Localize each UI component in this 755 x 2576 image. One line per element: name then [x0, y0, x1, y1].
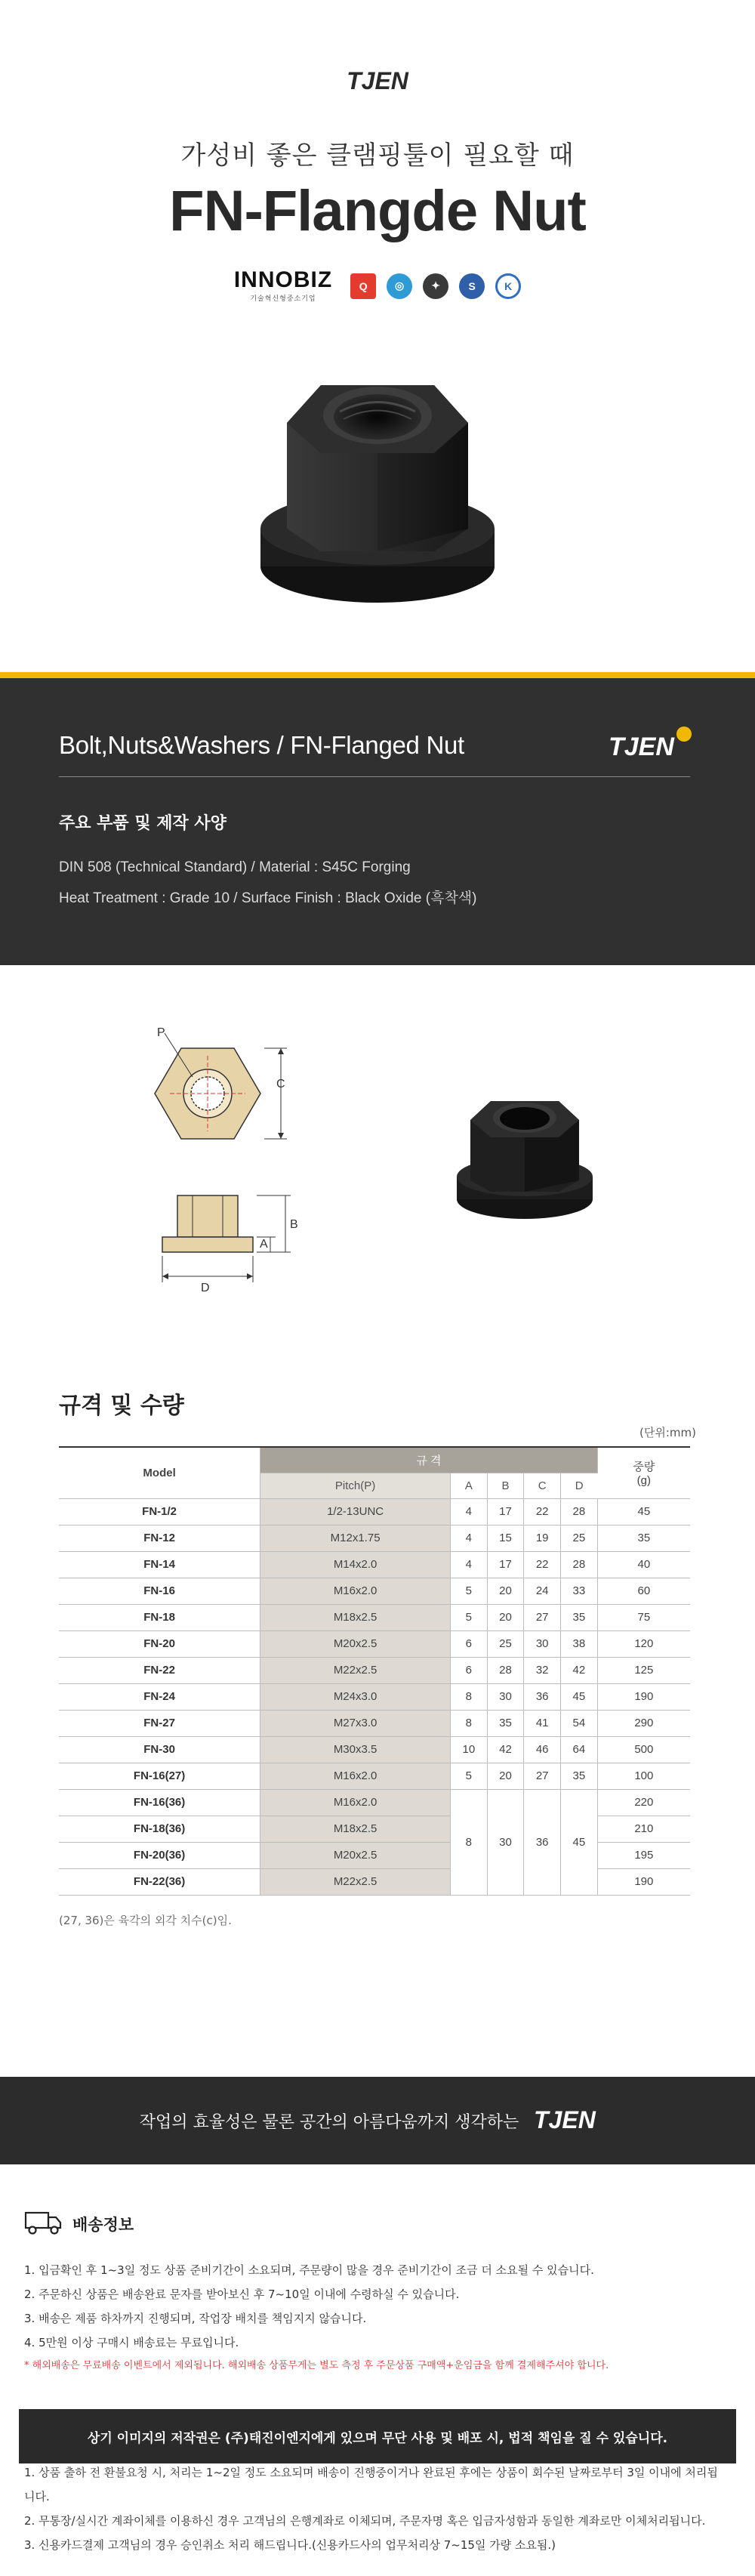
spec-table-body	[59, 1498, 690, 1895]
label-c: C	[276, 1078, 285, 1091]
cell-d: 25	[561, 1525, 598, 1551]
copyright-footer	[19, 2409, 736, 2463]
cell-c: 22	[524, 1551, 561, 1578]
standard-material-line: DIN 508 (Technical Standard) / Material : S45C Forging	[59, 859, 411, 875]
cell-b: 35	[487, 1710, 524, 1736]
cell-c: 41	[524, 1710, 561, 1736]
cell-model: FN-16	[59, 1578, 260, 1604]
cell-weight: 190	[597, 1868, 690, 1895]
k-mark-icon: K	[495, 273, 521, 299]
cell-pitch: M12x1.75	[260, 1525, 451, 1551]
cell-c: 46	[524, 1736, 561, 1763]
cell-weight: 195	[597, 1842, 690, 1868]
cell-weight: 45	[597, 1498, 690, 1525]
hero-tagline: 가성비 좋은 클램핑툴이 필요할 때	[180, 140, 575, 171]
cell-pitch: 1/2-13UNC	[260, 1498, 451, 1525]
list-item: 4. 5만원 이상 구매시 배송료는 무료입니다.	[24, 2336, 239, 2349]
header-a: A	[451, 1473, 488, 1498]
cell-d: 33	[561, 1578, 598, 1604]
tjen-logo	[0, 66, 755, 97]
cell-c: 36	[524, 1683, 561, 1710]
cell-pitch: M27x3.0	[260, 1710, 451, 1736]
table-row	[59, 1498, 690, 1525]
returns-list	[24, 2460, 725, 2557]
table-row	[59, 1578, 690, 1604]
cell-pitch: M14x2.0	[260, 1551, 451, 1578]
cell-a: 6	[451, 1657, 488, 1683]
cell-c: 19	[524, 1525, 561, 1551]
cell-a: 5	[451, 1604, 488, 1630]
cell-weight: 75	[597, 1604, 690, 1630]
cell-c: 22	[524, 1498, 561, 1525]
cell-b: 15	[487, 1525, 524, 1551]
table-row	[59, 1710, 690, 1736]
cell-c: 30	[524, 1630, 561, 1657]
table-row	[59, 1736, 690, 1763]
cell-c-merged: 36	[524, 1789, 561, 1895]
table-row	[59, 1630, 690, 1657]
cell-b: 20	[487, 1763, 524, 1789]
cell-b: 20	[487, 1604, 524, 1630]
dimension-drawing	[151, 1026, 302, 1300]
cell-pitch: M16x2.0	[260, 1578, 451, 1604]
truck-icon	[24, 2210, 62, 2238]
overseas-shipping-note: * 해외배송은 무료배송 이벤트에서 제외됩니다. 해외배송 상품무게는 별도 측정 후 주문상품 구매액+운임금을 함께 결제해주셔야 합니다.	[24, 2360, 609, 2371]
list-item: 3. 배송은 제품 하차까지 진행되며, 작업장 배치를 책임지지 않습니다.	[24, 2312, 367, 2325]
cell-model: FN-30	[59, 1736, 260, 1763]
label-a: A	[260, 1238, 268, 1251]
shipping-title: 배송정보	[72, 2216, 134, 2234]
treatment-finish-line: Heat Treatment : Grade 10 / Surface Finish : Black Oxide (흑착색)	[59, 890, 477, 906]
cell-d: 38	[561, 1630, 598, 1657]
cell-pitch: M16x2.0	[260, 1789, 451, 1816]
unit-label: (단위:mm)	[639, 1426, 696, 1439]
header-spec-group: 규 격	[260, 1447, 598, 1473]
header-c: C	[524, 1473, 561, 1498]
cell-a: 5	[451, 1763, 488, 1789]
label-b: B	[290, 1218, 298, 1231]
cell-model: FN-12	[59, 1525, 260, 1551]
list-item: 1. 상품 출하 전 환불요청 시, 처리는 1~2일 정도 소요되며 배송이 진행중이거나 완료된 후에는 상품이 회수된 날짜로부터 3일 이내에 처리됩니다.	[24, 2466, 718, 2504]
cell-model: FN-24	[59, 1683, 260, 1710]
table-row	[59, 1551, 690, 1578]
innobiz-text: INNOBIZ	[233, 267, 333, 292]
logo-text: TJEN	[534, 2106, 596, 2133]
cell-pitch: M18x2.5	[260, 1604, 451, 1630]
table-row	[59, 1763, 690, 1789]
cell-d: 64	[561, 1736, 598, 1763]
innobiz-subtext: 기술혁신형중소기업	[250, 295, 316, 303]
cell-weight: 500	[597, 1736, 690, 1763]
table-row	[59, 1525, 690, 1551]
copyright-text: 상기 이미지의 저작권은 (주)태진이엔지에게 있으며 무단 사용 및 배포 시, 법적 책임을 질 수 있습니다.	[87, 2430, 668, 2446]
s-mark-icon: S	[459, 273, 485, 299]
spec-table-section	[0, 1350, 755, 2077]
flange-nut-photo	[257, 340, 498, 630]
cell-d: 45	[561, 1683, 598, 1710]
header-model: Model	[59, 1447, 260, 1498]
list-item: 2. 주문하신 상품은 배송완료 문자를 받아보신 후 7~10일 이내에 수령하실 수 있습니다.	[24, 2288, 460, 2301]
cell-pitch: M16x2.0	[260, 1763, 451, 1789]
table-row	[59, 1789, 690, 1816]
cell-d: 54	[561, 1710, 598, 1736]
cell-pitch: M24x3.0	[260, 1683, 451, 1710]
cell-c: 27	[524, 1604, 561, 1630]
cell-weight: 100	[597, 1763, 690, 1789]
cell-model: FN-14	[59, 1551, 260, 1578]
divider	[59, 776, 690, 777]
cell-b: 30	[487, 1683, 524, 1710]
cell-pitch: M30x3.5	[260, 1736, 451, 1763]
cell-model: FN-1/2	[59, 1498, 260, 1525]
cell-c: 32	[524, 1657, 561, 1683]
eco-mark-icon: ◎	[387, 273, 412, 299]
label-p: P	[157, 1026, 165, 1039]
cell-d: 35	[561, 1604, 598, 1630]
shipping-header	[24, 2210, 725, 2238]
technical-drawing-section	[0, 965, 755, 1350]
shipping-list	[24, 2258, 725, 2355]
cell-c: 24	[524, 1578, 561, 1604]
cell-weight: 60	[597, 1578, 690, 1604]
cell-model: FN-16(36)	[59, 1789, 260, 1816]
header-pitch: Pitch(P)	[260, 1473, 451, 1498]
cell-weight: 190	[597, 1683, 690, 1710]
cell-model: FN-18	[59, 1604, 260, 1630]
cell-d: 28	[561, 1498, 598, 1525]
spec-subheading: 주요 부품 및 제작 사양	[59, 814, 226, 833]
header-weight	[597, 1447, 690, 1498]
cell-d: 42	[561, 1657, 598, 1683]
kc-mark-icon: Q	[350, 273, 376, 299]
list-item: 1. 입금확인 후 1~3일 정도 상품 준비기간이 소요되며, 주문량이 많을 경우 준비기간이 조금 더 소요될 수 있습니다.	[24, 2263, 594, 2277]
cell-pitch: M20x2.5	[260, 1630, 451, 1657]
product-title: FN-Flangde Nut	[169, 179, 586, 243]
cell-d: 28	[561, 1551, 598, 1578]
hero-section	[0, 0, 755, 672]
list-item: 3. 신용카드결제 고객님의 경우 승인취소 처리 해드립니다.(신용카드사의 업무처리상 7~15일 가량 소요됨.)	[24, 2538, 556, 2552]
cell-model: FN-18(36)	[59, 1816, 260, 1842]
cell-a: 6	[451, 1630, 488, 1657]
cell-model: FN-22	[59, 1657, 260, 1683]
table-row	[59, 1604, 690, 1630]
shipping-return-info	[0, 2164, 755, 2576]
cell-d: 35	[561, 1763, 598, 1789]
cell-b: 42	[487, 1736, 524, 1763]
cell-model: FN-20	[59, 1630, 260, 1657]
cell-b: 28	[487, 1657, 524, 1683]
cell-pitch: M22x2.5	[260, 1868, 451, 1895]
cell-pitch: M20x2.5	[260, 1842, 451, 1868]
cell-weight: 40	[597, 1551, 690, 1578]
header-d: D	[561, 1473, 598, 1498]
logo-text: TJEN	[347, 67, 408, 94]
table-note: (27, 36)은 육각의 외각 치수(c)임.	[59, 1913, 232, 1927]
table-row	[59, 1683, 690, 1710]
cell-a: 10	[451, 1736, 488, 1763]
cell-c: 27	[524, 1763, 561, 1789]
flange-nut-photo-small	[449, 1078, 600, 1232]
table-row	[59, 1657, 690, 1683]
cell-model: FN-22(36)	[59, 1868, 260, 1895]
tjen-logo-light	[606, 725, 696, 766]
list-item: 2. 무통장/실시간 계좌이체를 이용하신 경우 고객님의 은행계좌로 이체되며, 주문자명 혹은 입금자성함과 동일한 계좌로만 이체처리됩니다.	[24, 2514, 706, 2528]
cell-pitch: M18x2.5	[260, 1816, 451, 1842]
cell-a: 4	[451, 1551, 488, 1578]
table-title: 규격 및 수량	[59, 1393, 184, 1419]
certification-logos	[0, 269, 755, 303]
cell-b: 20	[487, 1578, 524, 1604]
cell-a-merged: 8	[451, 1789, 488, 1895]
cell-pitch: M22x2.5	[260, 1657, 451, 1683]
cell-weight: 35	[597, 1525, 690, 1551]
header-weight-text: 중량 (g)	[633, 1461, 655, 1488]
category-heading: Bolt,Nuts&Washers / FN-Flanged Nut	[59, 731, 464, 759]
cell-weight: 125	[597, 1657, 690, 1683]
cell-a: 8	[451, 1710, 488, 1736]
header-b: B	[487, 1473, 524, 1498]
cell-a: 4	[451, 1525, 488, 1551]
spec-summary-section	[0, 672, 755, 965]
cell-b: 25	[487, 1630, 524, 1657]
cell-d-merged: 45	[561, 1789, 598, 1895]
cell-b: 17	[487, 1498, 524, 1525]
cell-b-merged: 30	[487, 1789, 524, 1895]
tjen-logo-banner	[532, 2104, 615, 2137]
cell-weight: 290	[597, 1710, 690, 1736]
logo-text: TJEN	[609, 733, 674, 761]
cell-weight: 120	[597, 1630, 690, 1657]
banner-text: 작업의 효율성은 물론 공간의 아름다움까지 생각하는	[139, 2112, 519, 2132]
cell-a: 8	[451, 1683, 488, 1710]
cell-a: 5	[451, 1578, 488, 1604]
cell-weight: 220	[597, 1789, 690, 1816]
spec-table	[59, 1446, 690, 1896]
cell-model: FN-16(27)	[59, 1763, 260, 1789]
brand-banner	[0, 2077, 755, 2164]
cell-model: FN-27	[59, 1710, 260, 1736]
cell-model: FN-20(36)	[59, 1842, 260, 1868]
innobiz-logo	[234, 269, 332, 303]
cell-b: 17	[487, 1551, 524, 1578]
quality-mark-icon: ✦	[423, 273, 448, 299]
label-d: D	[201, 1282, 210, 1294]
cell-a: 4	[451, 1498, 488, 1525]
cell-weight: 210	[597, 1816, 690, 1842]
